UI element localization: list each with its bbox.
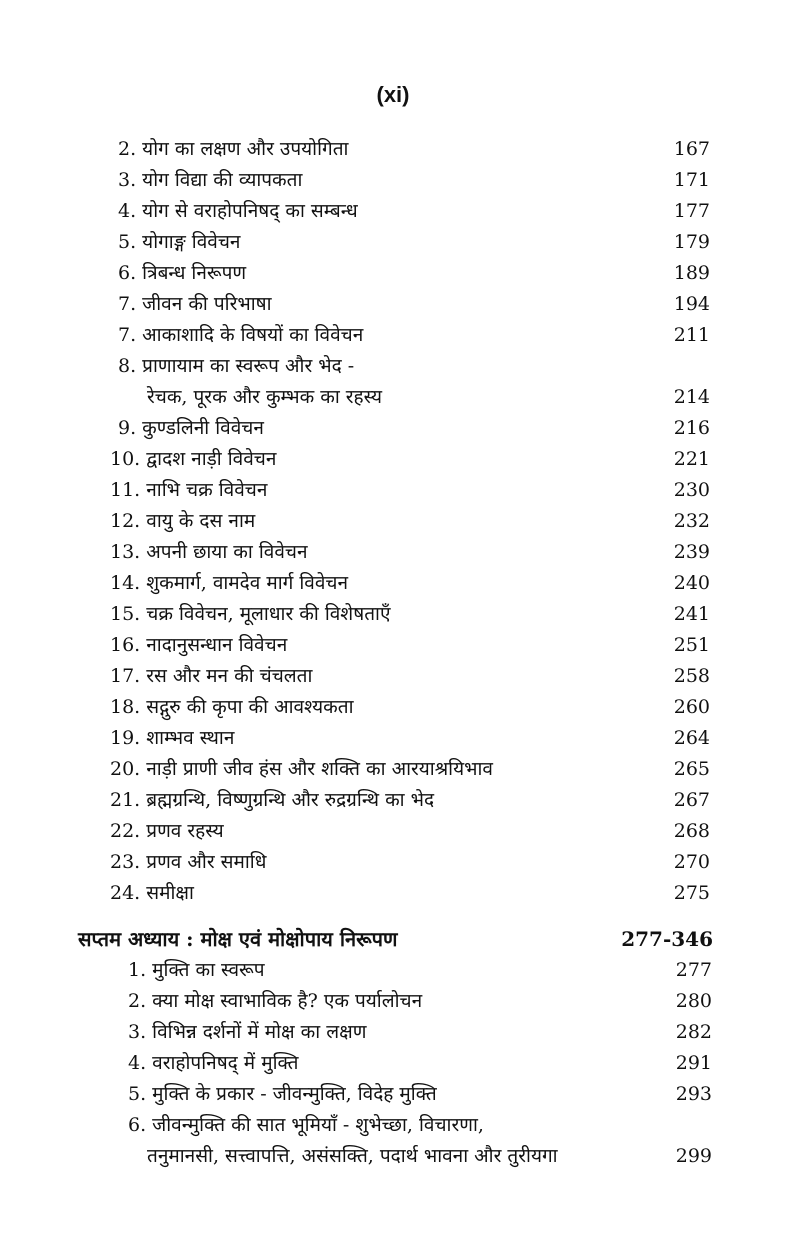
toc-entry: [118, 258, 710, 288]
toc-entry-page: 177: [673, 200, 710, 222]
toc-entry-title: 18. सद्गुरु की कृपा की आवश्यकता: [110, 696, 354, 718]
toc-entry: [110, 847, 710, 877]
toc-entry-page: 189: [673, 262, 710, 284]
toc-entry-title: 13. अपनी छाया का विवेचन: [110, 541, 308, 563]
toc-entry-page: 277: [675, 959, 712, 981]
toc-entry-page: 258: [673, 665, 710, 687]
page-number: (xi): [376, 82, 410, 107]
toc-entry-page: 270: [673, 851, 710, 873]
toc-entry-page: 171: [673, 169, 710, 191]
toc-entry: [128, 955, 712, 985]
toc-entry: [110, 723, 710, 753]
toc-entry-page: 240: [673, 572, 710, 594]
toc-entry-title: 16. नादानुसन्धान विवेचन: [110, 634, 288, 656]
toc-entry-title: 1. मुक्ति का स्वरूप: [128, 959, 265, 981]
toc-entry-title: 4. वराहोपनिषद् में मुक्ति: [128, 1052, 299, 1074]
toc-entry-title: 6. त्रिबन्ध निरूपण: [118, 262, 247, 284]
toc-entry-title: 20. नाड़ी प्राणी जीव हंस और शक्ति का आरयाश्रयिभाव: [110, 758, 493, 780]
toc-entry-page: 293: [675, 1083, 712, 1105]
toc-entry-title: 19. शाम्भव स्थान: [110, 727, 235, 749]
toc-entry-page: 194: [673, 293, 710, 315]
toc-entry: [118, 165, 710, 195]
toc-entry: [118, 196, 710, 226]
toc-entry-title: 5. मुक्ति के प्रकार - जीवन्मुक्ति, विदेह मुक्ति: [128, 1083, 437, 1105]
toc-entry-page: 239: [673, 541, 710, 563]
toc-entry-page: 268: [673, 820, 710, 842]
chapter-page-range: 277-346: [621, 927, 713, 951]
toc-entry-page: 275: [673, 882, 710, 904]
toc-entry-title: 12. वायु के दस नाम: [110, 510, 256, 532]
toc-entry-title: 10. द्वादश नाड़ी विवेचन: [110, 448, 277, 470]
toc-entry-page: 214: [673, 386, 710, 408]
toc-entry: [110, 754, 710, 784]
toc-entry: [128, 1110, 712, 1140]
toc-entry-title: 2. योग का लक्षण और उपयोगिता: [118, 138, 349, 160]
toc-entry: [128, 986, 712, 1016]
toc-entry-title: 22. प्रणव रहस्य: [110, 820, 224, 842]
toc-entry-title: 6. जीवन्मुक्ति की सात भूमियाँ - शुभेच्छा, विचारणा,: [128, 1114, 484, 1136]
toc-entry-title: तनुमानसी, सत्त्वापत्ति, असंसक्ति, पदार्थ भावना और तुरीयगा: [147, 1145, 558, 1167]
toc-entry-page: 299: [675, 1145, 712, 1167]
toc-entry: [118, 289, 710, 319]
toc-entry-page: 265: [673, 758, 710, 780]
toc-entry-continuation: [147, 382, 710, 412]
toc-entry: [110, 878, 710, 908]
toc-entry: [110, 475, 710, 505]
toc-entry-title: 11. नाभि चक्र विवेचन: [110, 479, 268, 501]
toc-entry: [118, 227, 710, 257]
toc-entry-page: 221: [673, 448, 710, 470]
toc-entry-title: 4. योग से वराहोपनिषद् का सम्बन्ध: [118, 200, 358, 222]
toc-entry: [110, 444, 710, 474]
toc-entry-page: 291: [675, 1052, 712, 1074]
toc-entry: [128, 1048, 712, 1078]
toc-entry-title: 2. क्या मोक्ष स्वाभाविक है? एक पर्यालोचन: [128, 990, 423, 1012]
toc-entry-continuation: [147, 1141, 712, 1171]
toc-entry-page: 260: [673, 696, 710, 718]
toc-entry-page: 241: [673, 603, 710, 625]
toc-entry-title: 15. चक्र विवेचन, मूलाधार की विशेषताएँ: [110, 603, 391, 625]
toc-entry: [110, 661, 710, 691]
toc-entry: [118, 351, 710, 381]
toc-entry-page: 232: [673, 510, 710, 532]
toc-entry: [110, 506, 710, 536]
toc-entry: [110, 599, 710, 629]
toc-entry-page: 179: [673, 231, 710, 253]
chapter-heading: [78, 923, 713, 955]
toc-entry: [118, 413, 710, 443]
toc-entry-title: 3. योग विद्या की व्यापकता: [118, 169, 303, 191]
toc-entry-title: 7. आकाशादि के विषयों का विवेचन: [118, 324, 364, 346]
toc-entry-page: 264: [673, 727, 710, 749]
toc-entry: [128, 1079, 712, 1109]
toc-entry-page: 267: [673, 789, 710, 811]
toc-entry-title: 17. रस और मन की चंचलता: [110, 665, 313, 687]
toc-entry-title: 24. समीक्षा: [110, 882, 194, 904]
toc-entry-title: 5. योगाङ्ग विवेचन: [118, 231, 241, 253]
toc-entry-page: 216: [673, 417, 710, 439]
toc-entry: [110, 630, 710, 660]
toc-entry-title: 3. विभिन्न दर्शनों में मोक्ष का लक्षण: [128, 1021, 367, 1043]
toc-entry-page: 280: [675, 990, 712, 1012]
toc-entry-page: 282: [675, 1021, 712, 1043]
toc-entry-title: 14. शुकमार्ग, वामदेव मार्ग विवेचन: [110, 572, 349, 594]
toc-entry-page: 230: [673, 479, 710, 501]
chapter-title: सप्तम अध्याय : मोक्ष एवं मोक्षोपाय निरूपण: [78, 927, 398, 951]
toc-entry-title: 21. ब्रह्मग्रन्थि, विष्णुग्रन्थि और रुद्रग्रन्थि का भेद: [110, 789, 435, 811]
toc-entry: [110, 537, 710, 567]
toc-entry: [118, 134, 710, 164]
toc-entry-page: 211: [673, 324, 710, 346]
toc-entry: [110, 785, 710, 815]
toc-entry: [110, 568, 710, 598]
toc-entry-page: 167: [673, 138, 710, 160]
toc-entry-title: 8. प्राणायाम का स्वरूप और भेद -: [118, 355, 355, 377]
toc-entry-title: 23. प्रणव और समाधि: [110, 851, 267, 873]
toc-entry: [118, 320, 710, 350]
toc-entry-page: 251: [673, 634, 710, 656]
toc-entry: [128, 1017, 712, 1047]
toc-entry-title: 9. कुण्डलिनी विवेचन: [118, 417, 264, 439]
toc-entry: [110, 692, 710, 722]
toc-entry-title: रेचक, पूरक और कुम्भक का रहस्य: [147, 386, 383, 408]
toc-entry-title: 7. जीवन की परिभाषा: [118, 293, 272, 315]
toc-entry: [110, 816, 710, 846]
